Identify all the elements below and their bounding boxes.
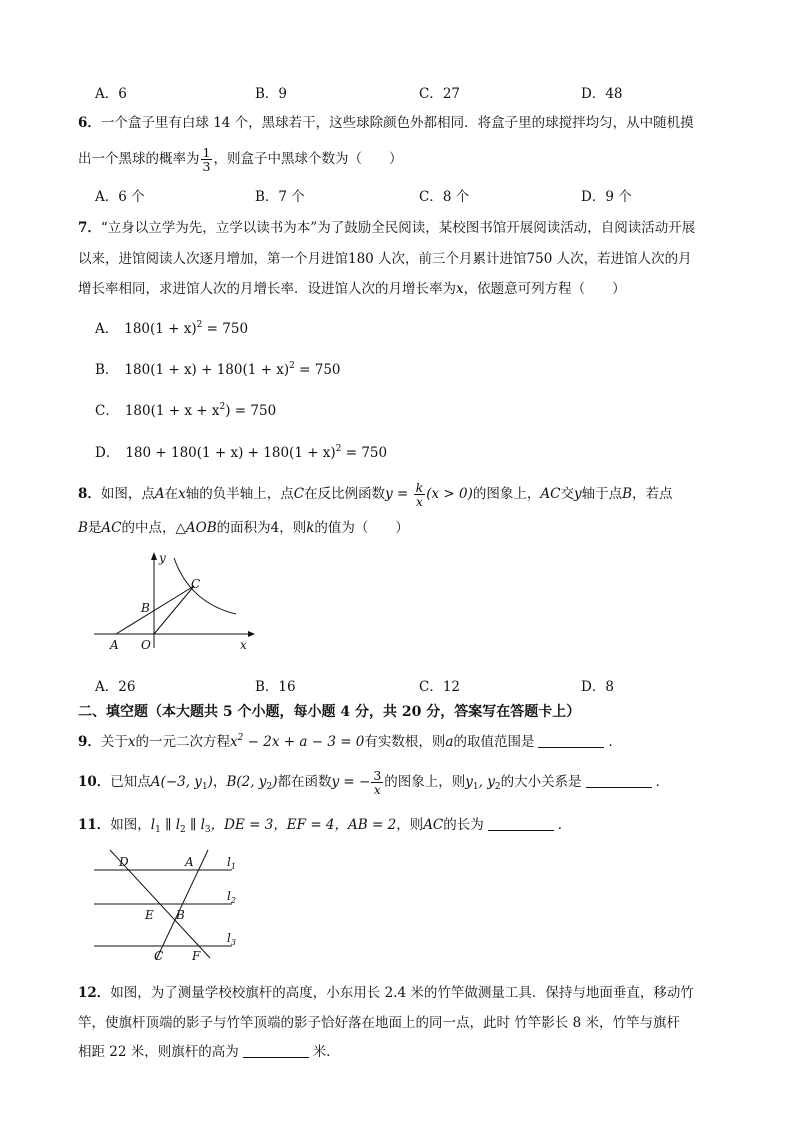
q6-option-a[interactable]: A．6 个 — [95, 189, 145, 205]
q8-option-d[interactable]: D．8 — [581, 679, 614, 695]
q6-text-2: 出一个黑球的概率为 — [78, 151, 200, 167]
q8-option-c[interactable]: C．12 — [419, 679, 461, 695]
q5-options — [95, 82, 755, 102]
q5-option-a[interactable]: A．6 — [95, 86, 127, 102]
q7-text-3: 增长率相同，求进馆人次的月增长率．设进馆人次的月增长率为 — [78, 281, 456, 297]
q7-variable-x: x — [456, 281, 464, 297]
q12-line1: 12．如图，为了测量学校校旗杆的高度，小东用长 2.4 米的竹竿做测量工具．保持与地面垂直，移动竹 — [78, 985, 694, 1001]
q11-transversal-ac — [156, 850, 208, 960]
q8-line1: 8．如图，点A在x轴的负半轴上，点C在反比例函数y = $\frac{k}{x}$ (x > 0)的图象上，AC交y轴于点B，若点 — [78, 480, 673, 509]
q11-label-c: C — [154, 949, 164, 963]
q12-number: 12． — [78, 985, 111, 1001]
q8-option-a[interactable]: A．26 — [95, 679, 136, 695]
q8-label-x: x — [240, 638, 247, 652]
q7-text-1: “立身以立学为先，立学以读书为本”为了鼓励全民阅读，某校图书馆开展阅读活动，自阅读活动开展 — [100, 220, 696, 236]
q11-line: 11．如图，$l_1$ ∥ $l_2$ ∥ $l_3$，DE = 3，EF = 4，AB = 2，则AC的长为 ． — [78, 817, 572, 835]
q7-text-2: 以来，进馆阅读人次逐月增加，第一个月进馆180 人次，前三个月累计进馆750 人次，若进馆人次的月 — [78, 251, 692, 267]
q7-line1 — [78, 218, 754, 238]
q8-fraction: $\frac{k}{x}$ — [415, 480, 424, 509]
q12-line3: 相距 22 米，则旗杆的高为 米． — [78, 1044, 340, 1060]
q10-line: 10．已知点A(−3, $y_1$)，B(2, $y_2$)都在函数y = − $\frac{3}{x}$ 的图象上，则$y_1$, $y_2$的大小关系是 ． — [78, 768, 670, 797]
q11-label-b: B — [176, 908, 185, 922]
q7-option-d[interactable]: D． $180 + 180(1 + x) + 180(1 + x)^2 = 750$ — [95, 444, 388, 461]
q9-answer-blank[interactable] — [538, 733, 604, 748]
q11-label-f: F — [192, 949, 201, 963]
q9-number: 9． — [78, 734, 101, 750]
q8-label-o: O — [141, 638, 151, 652]
q11-label-l1: $l_1$ — [227, 855, 236, 871]
q7-equation-b: $180(1 + x) + 180(1 + x)^2 = 750$ — [124, 361, 341, 378]
q11-label-a: A — [185, 855, 194, 869]
q8-number: 8． — [78, 486, 101, 502]
q6-option-b[interactable]: B．7 个 — [255, 189, 305, 205]
q10-fraction: $\frac{3}{x}$ — [373, 768, 382, 797]
q11-label-l3: $l_3$ — [227, 931, 236, 947]
q8-y-arrow — [151, 552, 157, 560]
q8-label-c: C — [191, 577, 201, 591]
q11-number: 11． — [78, 817, 111, 833]
q7-equation-a: $180(1 + x)^2 = 750$ — [124, 320, 249, 337]
q7-option-b[interactable]: B． $180(1 + x) + 180(1 + x)^2 = 750$ — [95, 361, 341, 378]
q8-segment-ac — [116, 586, 194, 634]
q12-line2: 竿，使旗杆顶端的影子与竹竿顶端的影子恰好落在地面上的同一点，此时 竹竿影长 8 米，竹竿与旗杆 — [78, 1015, 680, 1031]
q8-option-b[interactable]: B．16 — [255, 679, 296, 695]
q6-fraction: $\frac{1}{3}$ — [202, 145, 211, 174]
q7-number: 7． — [78, 220, 101, 236]
q8-label-y: y — [159, 551, 166, 565]
q11-label-d: D — [119, 855, 129, 869]
q7-line3 — [78, 279, 754, 299]
q11-label-e: E — [145, 908, 154, 922]
q6-option-c[interactable]: C．8 个 — [419, 189, 470, 205]
q6-options — [95, 185, 755, 205]
q8-label-a: A — [110, 638, 119, 652]
q9-equation: $x^2 - 2x + a - 3 = 0$ — [230, 733, 365, 750]
q7-equation-c: $180(1 + x + x^2) = 750$ — [124, 402, 277, 419]
q6-text-3: ，则盒子中黑球个数为（ ） — [213, 151, 403, 167]
q8-segment-oc — [154, 586, 194, 634]
q6-line1 — [78, 113, 754, 133]
q5-option-b[interactable]: B．9 — [255, 86, 288, 102]
q8-label-b: B — [141, 601, 150, 615]
q11-answer-blank[interactable] — [488, 816, 554, 831]
q8-line2: B是AC的中点，△AOB的面积为4，则k的值为（ ） — [78, 520, 409, 536]
q6-line2 — [78, 146, 754, 173]
q7-line2 — [78, 249, 754, 269]
q8-options — [95, 675, 755, 695]
q7-option-c[interactable]: C． $180(1 + x + x^2) = 750$ — [95, 402, 277, 419]
q10-number: 10． — [78, 774, 111, 790]
q6-option-d[interactable]: D．9 个 — [581, 189, 632, 205]
q9-line: 9．关于x的一元二次方程$x^2 - 2x + a - 3 = 0$有实数根，则a的取值范围是 ． — [78, 733, 622, 750]
section-heading-fill-in: 二、填空题（本大题共 5 个小题，每小题 4 分，共 20 分，答案写在答题卡上） — [78, 704, 581, 720]
q7-option-a[interactable]: A． $180(1 + x)^2 = 750$ — [95, 320, 249, 337]
q6-number: 6． — [78, 115, 101, 131]
q6-text-1: 一个盒子里有白球 14 个，黑球若干，这些球除颜色外都相同．将盒子里的球搅拌均匀，从中随机摸 — [100, 115, 694, 131]
q8-x-arrow — [248, 631, 255, 637]
q5-option-d[interactable]: D．48 — [581, 86, 623, 102]
q7-text-4: ，依题意可列方程（ ） — [463, 281, 626, 297]
q8-hyperbola — [174, 558, 236, 614]
q12-answer-blank[interactable] — [243, 1043, 309, 1058]
q5-option-c[interactable]: C．27 — [419, 86, 461, 102]
q11-figure — [90, 846, 250, 966]
q8-figure — [90, 548, 260, 658]
q10-answer-blank[interactable] — [586, 773, 652, 788]
q11-label-l2: $l_2$ — [227, 889, 236, 905]
q7-equation-d: $180 + 180(1 + x) + 180(1 + x)^2 = 750$ — [125, 444, 388, 461]
